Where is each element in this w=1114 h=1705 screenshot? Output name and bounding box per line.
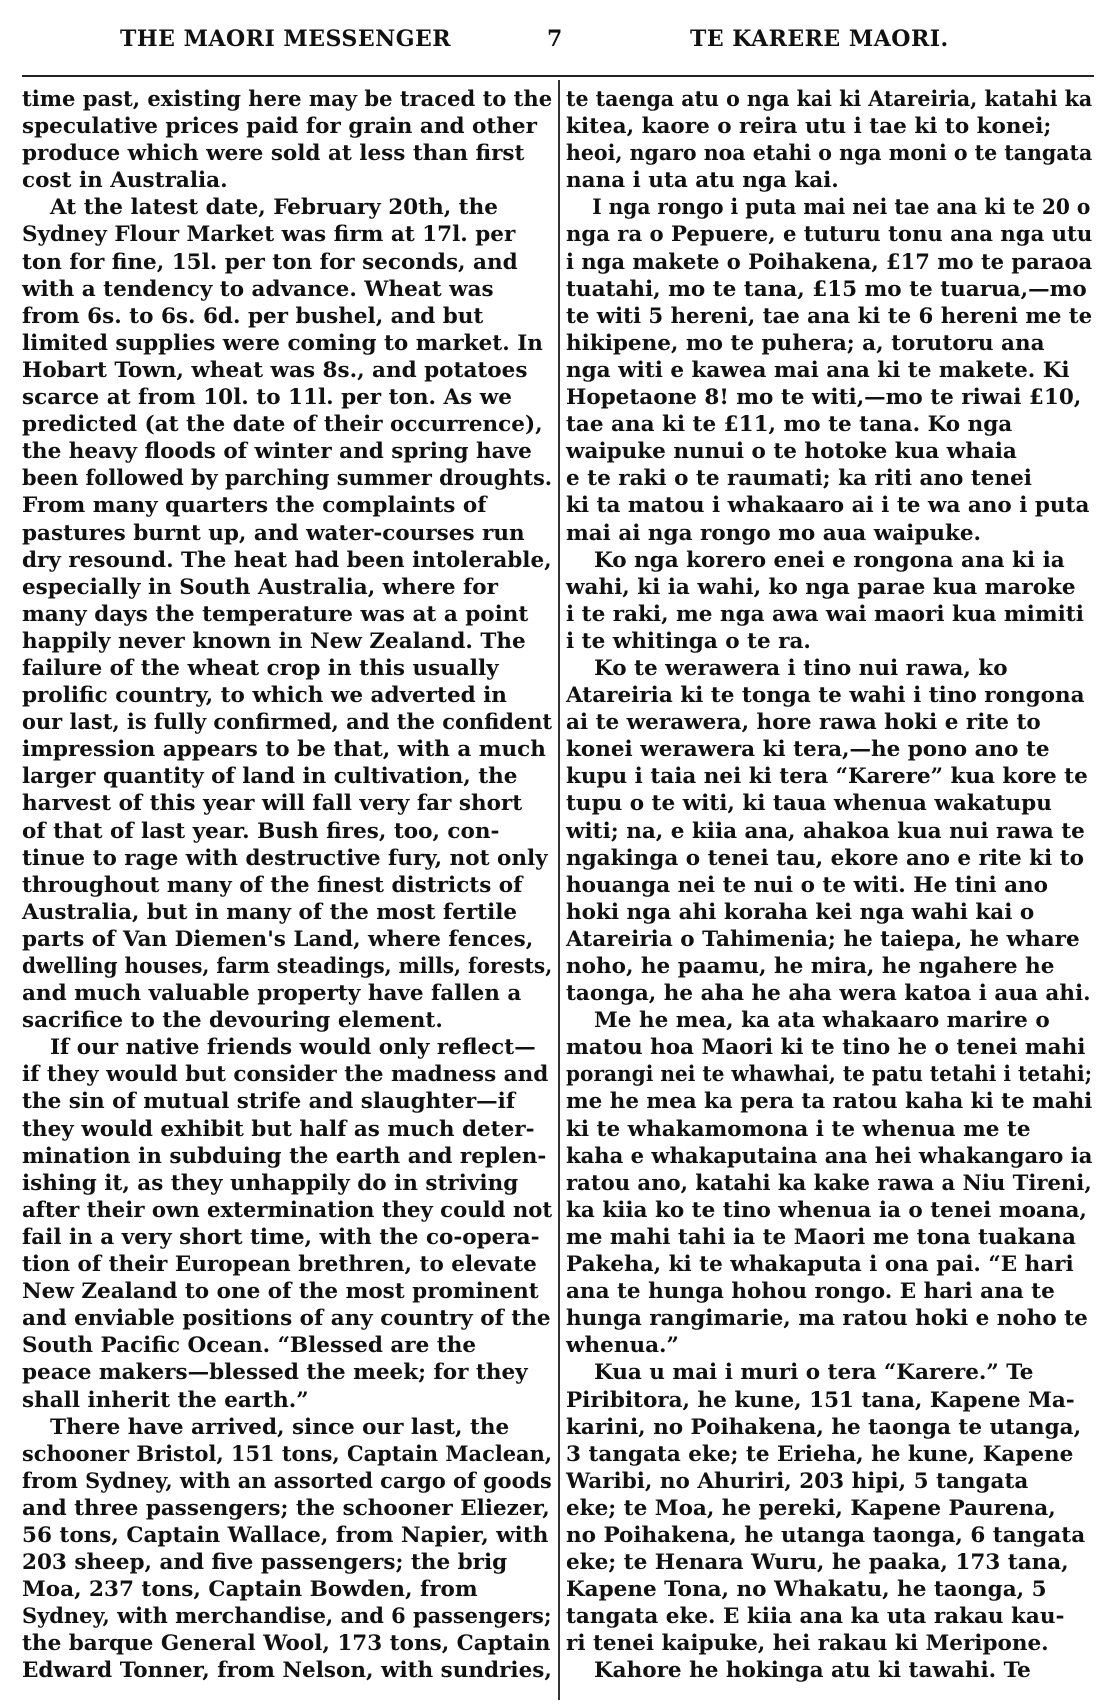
english-text-line: the heavy floods of winter and spring have xyxy=(22,439,532,465)
maori-text-line: hikipene, mo te puhera; a, torutoru ana xyxy=(566,330,1045,356)
english-text-line: especially in South Australia, where for xyxy=(22,574,498,600)
header-rule xyxy=(22,75,1094,77)
english-text-line: There have arrived, since our last, the xyxy=(50,1414,510,1440)
english-text-line: been followed by parching summer droughts. xyxy=(22,466,553,492)
english-text-line: schooner Bristol, 151 tons, Captain Maclean, xyxy=(22,1441,553,1467)
english-text-line: of that of last year. Bush fires, too, con- xyxy=(22,818,500,844)
maori-column xyxy=(566,86,1094,1685)
english-text-line: New Zealand to one of the most prominent xyxy=(22,1279,539,1305)
maori-text-line: whenua.” xyxy=(566,1333,679,1359)
maori-text-line: Kua u mai i muri o tera “Karere.” Te xyxy=(594,1360,1034,1386)
english-text-line: If our native friends would only reflect— xyxy=(50,1035,536,1061)
maori-text-line: konei werawera ki tera,—he pono ano te xyxy=(566,737,1050,763)
maori-text-line: Atareiria ki te tonga te wahi i tino rongona xyxy=(566,683,1085,709)
column-divider xyxy=(558,80,560,1700)
english-text-line: time past, existing here may be traced to the xyxy=(22,87,553,112)
maori-text-line: hoki nga ahi koraha kei nga wahi kai o xyxy=(566,899,1035,925)
maori-text-line: matou hoa Maori ki te tino he o tenei mahi xyxy=(566,1035,1086,1061)
english-text-line: ishing it, as they unhappily do in striving xyxy=(22,1170,519,1196)
maori-text-line: ki ta matou i whakaaro ai i te wa ano i puta xyxy=(566,493,1090,519)
maori-text-line: tupu o te witi, ki taua whenua wakatupu xyxy=(566,791,1052,817)
maori-text-line: witi; na, e kiia ana, ahakoa kua nui rawa te xyxy=(566,818,1085,844)
english-text-line: predicted (at the date of their occurrence), xyxy=(22,412,543,438)
english-text-line: South Pacific Ocean. “Blessed are the xyxy=(22,1333,477,1359)
english-text-line: limited supplies were coming to market. In xyxy=(22,330,543,356)
maori-text-line: i te raki, me nga awa wai maori kua mimiti xyxy=(566,601,1084,627)
english-masthead: THE MAORI MESSENGER xyxy=(120,26,452,52)
maori-text-line: Ko nga korero enei e rongona ana ki ia xyxy=(594,547,1065,573)
maori-text-line: karini, no Poihakena, he taonga te utanga, xyxy=(566,1414,1082,1440)
maori-text-line: Kapene Tona, no Whakatu, he taonga, 5 xyxy=(566,1577,1047,1603)
maori-text-line: te taenga atu o nga kai ki Atareiria, katahi ka xyxy=(566,87,1093,112)
maori-text-line: Waribi, no Ahuriri, 203 hipi, 5 tangata xyxy=(566,1468,1029,1494)
maori-text-line: tae ana ki te £11, mo te tana. Ko nga xyxy=(566,412,1013,438)
maori-text-line: eke; te Henara Wuru, he paaka, 173 tana, xyxy=(566,1550,1069,1576)
maori-text-line: houanga nei te nui o te witi. He tini ano xyxy=(566,872,1049,898)
english-text-line: Sydney Flour Market was firm at 17l. per xyxy=(22,222,516,248)
english-text-line: Edward Tonner, from Nelson, with sundries, xyxy=(22,1658,552,1684)
maori-text-line: kitea, kaore o reira utu i tae ki to konei; xyxy=(566,114,1052,140)
english-text-line: ton for fine, 15l. per ton for seconds, and xyxy=(22,249,518,275)
maori-text-line: waipuke nunui o te hotoke kua whaia xyxy=(566,439,1017,465)
english-text-line: happily never known in New Zealand. The xyxy=(22,628,526,654)
maori-text-line: te witi 5 hereni, tae ana ki te 6 hereni me te xyxy=(566,303,1093,329)
maori-text-line: Ko te werawera i tino nui rawa, ko xyxy=(594,655,1008,681)
english-text-line: after their own extermination they could not xyxy=(22,1197,553,1223)
english-text-line: if they would but consider the madness and xyxy=(22,1062,549,1088)
maori-text-line: me he mea ka pera ta ratou kaha ki te mahi xyxy=(566,1089,1093,1115)
maori-text-line: ai te werawera, hore rawa hoki e rite to xyxy=(566,710,1041,736)
english-text-line: cost in Australia. xyxy=(22,168,228,194)
english-text-line: and three passengers; the schooner Eliezer, xyxy=(22,1495,550,1521)
maori-text-line: i te whitinga o te ra. xyxy=(566,628,811,654)
english-text-line: 56 tons, Captain Wallace, from Napier, with xyxy=(22,1522,549,1548)
english-text-line: sacrifice to the devouring element. xyxy=(22,1008,443,1034)
maori-text-line: hunga rangimarie, ma ratou hoki e noho te xyxy=(566,1306,1088,1332)
english-text-line: harvest of this year will fall very far short xyxy=(22,791,523,817)
maori-text-line: Me he mea, ka ata whakaaro marire o xyxy=(594,1008,1050,1034)
english-text-line: dry resound. The heat had been intolerable, xyxy=(22,547,552,573)
page-header xyxy=(0,22,1114,62)
maori-text-line: 3 tangata eke; te Erieha, he kune, Kapene xyxy=(566,1441,1074,1467)
english-text-line: they would exhibit but half as much deter- xyxy=(22,1116,535,1142)
english-text-line: the sin of mutual strife and slaughter—if xyxy=(22,1089,516,1115)
maori-text-line: Atareiria o Tahimenia; he taiepa, he whare xyxy=(566,926,1080,952)
maori-text-line: tangata eke. E kiia ana ka uta rakau kau- xyxy=(566,1604,1065,1630)
maori-text-line: ana te hunga hohou rongo. E hari ana te xyxy=(566,1279,1055,1305)
maori-text-line: ka kiia ko te tino whenua ia o tenei moana, xyxy=(566,1197,1087,1223)
maori-text-line: heoi, ngaro noa etahi o nga moni o te tangata xyxy=(566,141,1093,167)
maori-text-line: mai ai nga rongo mo aua waipuke. xyxy=(566,520,982,546)
english-text-line: At the latest date, February 20th, the xyxy=(50,195,498,221)
maori-text-line: e te raki o te raumati; ka riti ano tenei xyxy=(566,466,1032,492)
maori-text-line: porangi nei te whawhai, te patu tetahi i tetahi; xyxy=(566,1062,1093,1088)
english-text-line: prolific country, to which we adverted in xyxy=(22,683,507,709)
maori-text-line: Kahore he hokinga atu ki tawahi. Te xyxy=(594,1658,1031,1684)
english-text-line: from 6s. to 6s. 6d. per bushel, and but xyxy=(22,303,484,329)
english-text-line: Sydney, with merchandise, and 6 passengers; xyxy=(22,1604,552,1630)
maori-text-line: Piribitora, he kune, 151 tana, Kapene Ma- xyxy=(566,1387,1075,1413)
maori-text-line: I nga rongo i puta mai nei tae ana ki te 20 o xyxy=(592,195,1091,221)
english-text-line: Hobart Town, wheat was 8s., and potatoes xyxy=(22,357,528,383)
english-text-line: produce which were sold at less than first xyxy=(22,141,525,167)
english-text-line: dwelling houses, farm steadings, mills, forests, xyxy=(22,954,553,979)
maori-text-line: kaha e whakaputaina ana hei whakangaro ia xyxy=(566,1143,1093,1169)
maori-text-line: i nga makete o Poihakena, £17 mo te paraoa xyxy=(566,249,1093,275)
english-text-line: pastures burnt up, and water-courses run xyxy=(22,520,525,546)
maori-text-line: nga ra o Pepuere, e tuturu tonu ana nga utu xyxy=(566,222,1093,248)
maori-text-line: eke; te Moa, he pereki, Kapene Paurena, xyxy=(566,1495,1056,1521)
maori-text-line: kupu i taia nei ki tera “Karere” kua kore te xyxy=(566,764,1088,790)
maori-text-line: ratou ano, katahi ka kake rawa a Niu Tireni, xyxy=(566,1170,1092,1196)
english-text-line: 203 sheep, and five passengers; the brig xyxy=(22,1550,508,1576)
maori-text-line: nga witi e kawea mai ana ki te makete. Ki xyxy=(566,357,1070,383)
maori-text-line: taonga, he aha he aha wera katoa i aua ahi. xyxy=(566,981,1091,1007)
english-text-line: tinue to rage with destructive fury, not only xyxy=(22,845,548,871)
english-text-line: From many quarters the complaints of xyxy=(22,493,487,519)
english-text-line: many days the temperature was at a point xyxy=(22,601,529,627)
maori-text-line: tuatahi, mo te tana, £15 mo te tuarua,—mo xyxy=(566,276,1087,302)
maori-text-line: ri tenei kaipuke, hei rakau ki Meripone. xyxy=(566,1631,1049,1657)
english-text-line: parts of Van Diemen's Land, where fences, xyxy=(22,926,534,952)
english-text-line: speculative prices paid for grain and other xyxy=(22,114,537,140)
maori-text-line: no Poihakena, he utanga taonga, 6 tangata xyxy=(566,1522,1086,1548)
english-text-line: our last, is fully confirmed, and the confident xyxy=(22,710,553,736)
maori-text-line: noho, he paamu, he mira, he ngahere he xyxy=(566,954,1055,979)
page-number: 7 xyxy=(547,26,563,52)
english-column xyxy=(22,86,554,1685)
maori-text-line: me mahi tahi ia te Maori me tona tuakana xyxy=(566,1224,1076,1250)
english-text-line: and much valuable property have fallen a xyxy=(22,981,522,1007)
english-text-line: failure of the wheat crop in this usually xyxy=(22,655,499,681)
english-text-line: tion of their European brethren, to elevate xyxy=(22,1252,537,1278)
maori-text-line: nana i uta atu nga kai. xyxy=(566,168,839,194)
english-text-line: fail in a very short time, with the co-opera- xyxy=(22,1224,540,1250)
english-text-line: with a tendency to advance. Wheat was xyxy=(22,276,494,302)
english-text-line: throughout many of the finest districts of xyxy=(22,872,523,898)
english-text-line: and enviable positions of any country of the xyxy=(22,1306,551,1332)
english-text-line: Moa, 237 tons, Captain Bowden, from xyxy=(22,1577,478,1603)
english-text-line: from Sydney, with an assorted cargo of goods xyxy=(22,1468,552,1494)
english-text-line: the barque General Wool, 173 tons, Captain xyxy=(22,1631,551,1657)
english-text-line: mination in subduing the earth and replen- xyxy=(22,1143,547,1169)
maori-text-line: ki te whakamomona i te whenua me te xyxy=(566,1116,1031,1142)
maori-masthead: TE KARERE MAORI. xyxy=(690,26,949,52)
english-text-line: scarce at from 10l. to 11l. per ton. As we xyxy=(22,385,512,411)
maori-text-line: Pakeha, ki te whakaputa i ona pai. “E hari xyxy=(566,1252,1074,1278)
maori-text-line: Hopetaone 8! mo te witi,—mo te riwai £10, xyxy=(566,385,1082,411)
maori-text-line: ngakinga o tenei tau, ekore ano e rite ki to xyxy=(566,845,1084,871)
english-text-line: impression appears to be that, with a much xyxy=(22,737,546,763)
maori-text-line: wahi, ki ia wahi, ko nga parae kua maroke xyxy=(566,574,1076,600)
english-text-line: shall inherit the earth.” xyxy=(22,1387,309,1413)
english-text-line: Australia, but in many of the most fertile xyxy=(22,899,518,925)
english-text-line: larger quantity of land in cultivation, the xyxy=(22,764,518,790)
english-text-line: peace makers—blessed the meek; for they xyxy=(22,1360,528,1386)
